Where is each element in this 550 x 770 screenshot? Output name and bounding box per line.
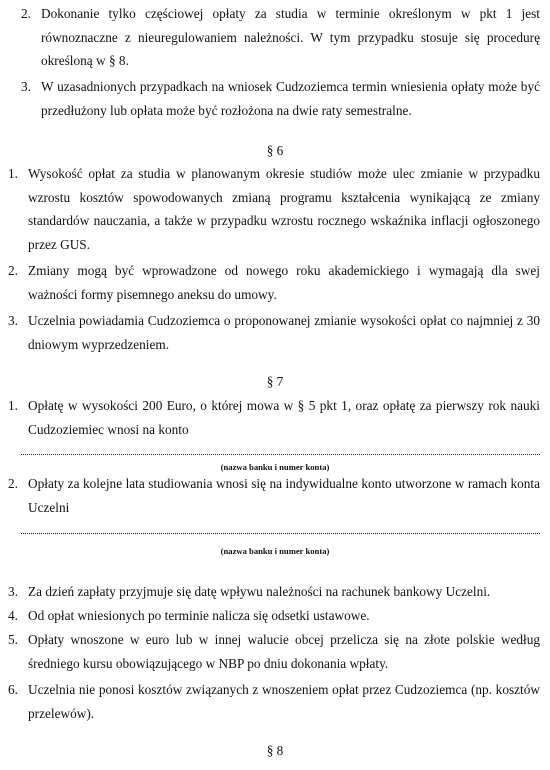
item-text: W uzasadnionych przypadkach na wniosek Cudzoziemca termin wniesienia opłaty może być przedłużony lub opłata może być rozłożona na dwie raty semestralne. bbox=[41, 79, 540, 118]
item-number: 3. bbox=[21, 79, 31, 94]
item-text: Opłaty wnoszone w euro lub w innej walucie obcej przelicza się na złote polskie według średniego kursu obowiązującego w NBP po dniu dokonania wpłaty. bbox=[28, 632, 540, 671]
item-text: Od opłat wniesionych po terminie nalicza się odsetki ustawowe. bbox=[28, 608, 370, 623]
section-heading: § 8 bbox=[266, 743, 284, 758]
item-text: Za dzień zapłaty przyjmuje się datę wpływu należności na rachunek bankowy Uczelni. bbox=[28, 584, 491, 599]
list-item bbox=[8, 604, 540, 628]
list-item bbox=[8, 472, 540, 519]
item-number: 2. bbox=[8, 476, 18, 491]
item-number: 3. bbox=[8, 313, 18, 328]
item-text: Zmiany mogą być wprowadzone od nowego roku akademickiego i wymagają dla swej ważności formy pisemnego aneksu do umowy. bbox=[28, 263, 540, 302]
item-text: Wysokość opłat za studia w planowanym okresie studiów może ulec zmianie w przypadku wzrostu kosztów spowodowanych zmianą programu kształcenia wynikającą ze zmiany standardów nauczania, a także w przypadku wzrostu rocznego wskaźnika inflacji ogłoszonego przez GUS. bbox=[28, 166, 540, 252]
list-item bbox=[8, 628, 540, 675]
item-number: 5. bbox=[8, 632, 18, 647]
bank-account-caption: (nazwa banku i numer konta) bbox=[220, 462, 330, 472]
bank-account-fill-line bbox=[21, 533, 540, 534]
item-text: Uczelnia nie ponosi kosztów związanych z wnoszeniem opłat przez Cudzoziemca (np. kosztów przelewów). bbox=[28, 682, 540, 721]
list-item bbox=[8, 394, 540, 441]
list-item bbox=[8, 309, 540, 356]
item-text: Uczelnia powiadamia Cudzoziemca o proponowanej zmianie wysokości opłat co najmniej z 30 dniowym wyprzedzeniem. bbox=[28, 313, 540, 352]
item-number: 2. bbox=[21, 6, 31, 21]
list-item bbox=[8, 580, 540, 604]
item-text: Opłaty za kolejne lata studiowania wnosi się na indywidualne konto utworzone w ramach konta Uczelni bbox=[28, 476, 540, 515]
bank-account-caption: (nazwa banku i numer konta) bbox=[220, 546, 330, 556]
list-item bbox=[8, 259, 540, 306]
item-number: 3. bbox=[8, 584, 18, 599]
section-heading: § 6 bbox=[266, 143, 284, 158]
item-text: Dokonanie tylko częściowej opłaty za studia w terminie określonym w pkt 1 jest równoznaczne z nieuregulowaniem należności. W tym przypadku stosuje się procedurę określoną w § 8. bbox=[41, 6, 540, 68]
item-number: 1. bbox=[8, 166, 18, 181]
item-number: 2. bbox=[8, 263, 18, 278]
list-item bbox=[8, 162, 540, 256]
item-text: Opłatę w wysokości 200 Euro, o której mowa w § 5 pkt 1, oraz opłatę za pierwszy rok nauki Cudzoziemiec wnosi na konto bbox=[28, 398, 540, 437]
bank-account-fill-line bbox=[21, 454, 540, 455]
section-heading: § 7 bbox=[266, 374, 284, 389]
list-item bbox=[8, 678, 540, 725]
item-number: 6. bbox=[8, 682, 18, 697]
item-number: 4. bbox=[8, 608, 18, 623]
list-item bbox=[21, 2, 540, 73]
item-number: 1. bbox=[8, 398, 18, 413]
list-item bbox=[21, 75, 540, 122]
